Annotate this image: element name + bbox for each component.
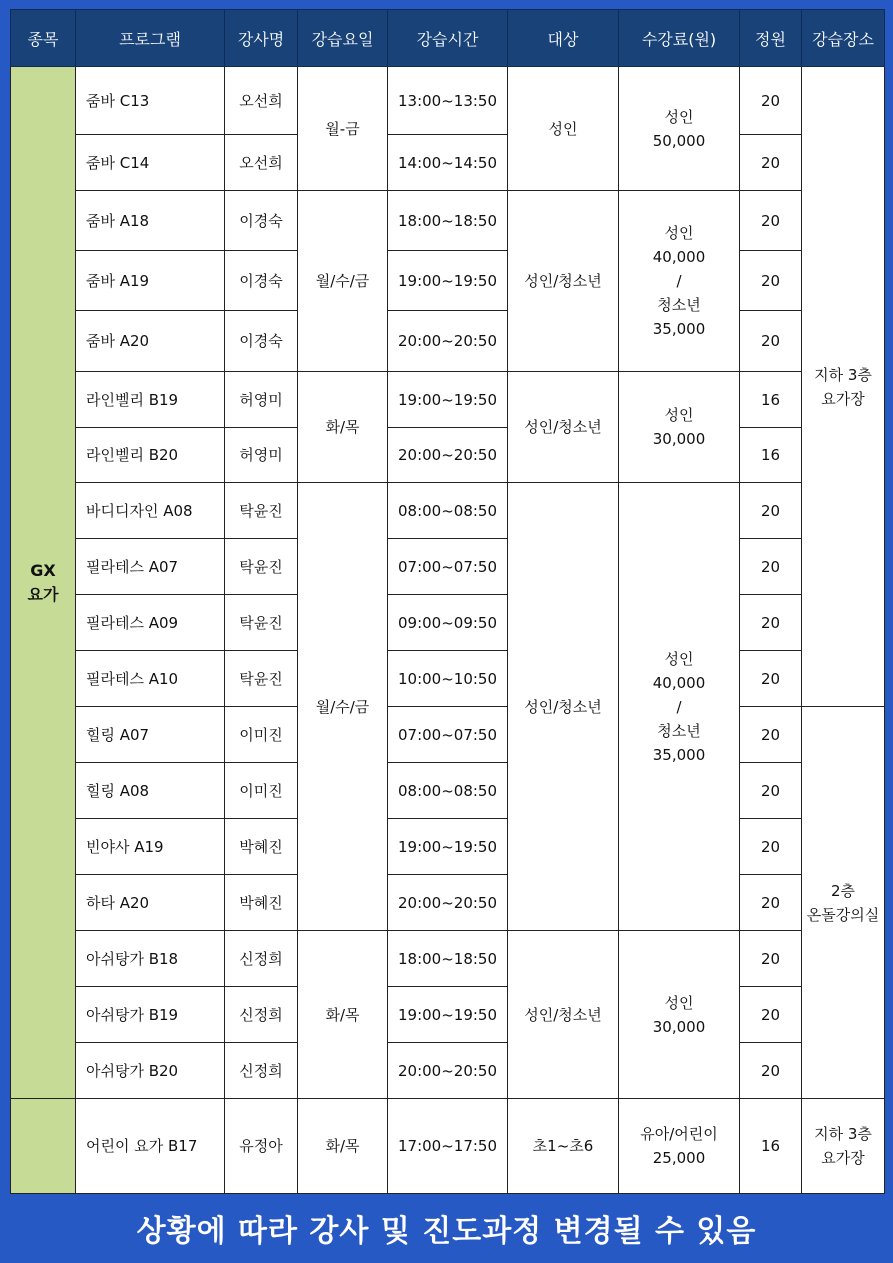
location-line: 지하 3층	[814, 365, 872, 384]
time-cell: 09:00~09:50	[388, 595, 508, 651]
fee-line: 40,000	[652, 673, 706, 692]
fee-cell	[619, 191, 740, 372]
table-row	[11, 191, 885, 251]
time-cell: 07:00~07:50	[388, 539, 508, 595]
instructor-cell: 탁윤진	[225, 595, 298, 651]
table-row	[11, 987, 885, 1043]
days-cell: 월/수/금	[298, 483, 388, 931]
fee-line: 25,000	[652, 1149, 706, 1167]
table-row	[11, 1099, 885, 1194]
capacity-cell: 20	[740, 539, 802, 595]
fee-line: 청소년	[657, 296, 701, 314]
capacity-cell: 20	[740, 483, 802, 539]
instructor-cell: 유정아	[225, 1099, 298, 1194]
table-row	[11, 819, 885, 875]
capacity-cell: 16	[740, 428, 802, 483]
capacity-cell: 20	[740, 251, 802, 311]
instructor-cell: 탁윤진	[225, 483, 298, 539]
table-row	[11, 67, 885, 135]
instructor-cell: 박혜진	[225, 875, 298, 931]
fee-line: 유아/어린이	[640, 1125, 718, 1143]
instructor-cell: 이미진	[225, 707, 298, 763]
header-capacity: 정원	[740, 10, 802, 67]
time-cell: 14:00~14:50	[388, 135, 508, 191]
fee-line: 성인	[664, 993, 694, 1012]
capacity-cell: 16	[740, 372, 802, 428]
schedule-sheet	[10, 9, 884, 1193]
capacity-cell: 20	[740, 135, 802, 191]
class-schedule-table	[10, 9, 885, 1194]
table-row	[11, 483, 885, 539]
capacity-cell: 20	[740, 875, 802, 931]
program-cell: 바디디자인 A08	[76, 483, 225, 539]
fee-line: 50,000	[652, 131, 706, 150]
instructor-cell: 허영미	[225, 372, 298, 428]
location-cell	[802, 1099, 885, 1194]
capacity-cell: 20	[740, 651, 802, 707]
program-cell: 어린이 요가 B17	[76, 1099, 225, 1194]
fee-line: 35,000	[652, 320, 706, 338]
program-cell: 아쉬탕가 B18	[76, 931, 225, 987]
location-line: 요가장	[821, 1149, 865, 1167]
time-cell: 08:00~08:50	[388, 483, 508, 539]
target-cell: 성인/청소년	[508, 372, 619, 483]
table-row	[11, 1043, 885, 1099]
header-location: 강습장소	[802, 10, 885, 67]
instructor-cell: 신정희	[225, 987, 298, 1043]
fee-line: /	[676, 272, 682, 290]
time-cell: 17:00~17:50	[388, 1099, 508, 1194]
location-line: 온돌강의실	[806, 905, 880, 924]
capacity-cell: 20	[740, 67, 802, 135]
days-cell: 월-금	[298, 67, 388, 191]
header-instructor: 강사명	[225, 10, 298, 67]
header-days: 강습요일	[298, 10, 388, 67]
program-cell: 줌바 A20	[76, 311, 225, 372]
instructor-cell: 오선희	[225, 135, 298, 191]
table-row	[11, 428, 885, 483]
time-cell: 18:00~18:50	[388, 191, 508, 251]
table-row	[11, 651, 885, 707]
location-cell	[802, 67, 885, 707]
time-cell: 10:00~10:50	[388, 651, 508, 707]
fee-line: /	[676, 697, 682, 716]
capacity-cell: 20	[740, 819, 802, 875]
category-cell-empty	[11, 1099, 76, 1194]
capacity-cell: 20	[740, 1043, 802, 1099]
instructor-cell: 신정희	[225, 1043, 298, 1099]
header-category: 종목	[11, 10, 76, 67]
table-row	[11, 372, 885, 428]
program-cell: 줌바 A19	[76, 251, 225, 311]
instructor-cell: 이경숙	[225, 191, 298, 251]
capacity-cell: 16	[740, 1099, 802, 1194]
time-cell: 19:00~19:50	[388, 251, 508, 311]
fee-cell	[619, 372, 740, 483]
category-cell	[11, 67, 76, 1099]
program-cell: 라인벨리 B19	[76, 372, 225, 428]
program-cell: 라인벨리 B20	[76, 428, 225, 483]
target-cell: 성인/청소년	[508, 483, 619, 931]
fee-cell	[619, 1099, 740, 1194]
table-row	[11, 251, 885, 311]
location-line: 2층	[830, 881, 856, 900]
capacity-cell: 20	[740, 987, 802, 1043]
program-cell: 필라테스 A09	[76, 595, 225, 651]
time-cell: 20:00~20:50	[388, 875, 508, 931]
time-cell: 19:00~19:50	[388, 987, 508, 1043]
program-cell: 빈야사 A19	[76, 819, 225, 875]
days-cell: 화/목	[298, 372, 388, 483]
capacity-cell: 20	[740, 707, 802, 763]
time-cell: 20:00~20:50	[388, 1043, 508, 1099]
header-time: 강습시간	[388, 10, 508, 67]
fee-line: 30,000	[652, 430, 706, 448]
location-line: 요가장	[821, 389, 865, 408]
table-row	[11, 595, 885, 651]
instructor-cell: 탁윤진	[225, 539, 298, 595]
fee-line: 35,000	[652, 745, 706, 764]
capacity-cell: 20	[740, 191, 802, 251]
instructor-cell: 신정희	[225, 931, 298, 987]
instructor-cell: 이미진	[225, 763, 298, 819]
target-cell: 초1~초6	[508, 1099, 619, 1194]
capacity-cell: 20	[740, 595, 802, 651]
fee-line: 30,000	[652, 1017, 706, 1036]
header-row	[11, 10, 885, 67]
target-cell: 성인	[508, 67, 619, 191]
program-cell: 필라테스 A10	[76, 651, 225, 707]
table-row	[11, 539, 885, 595]
target-cell: 성인/청소년	[508, 191, 619, 372]
program-cell: 아쉬탕가 B20	[76, 1043, 225, 1099]
fee-line: 성인	[664, 649, 694, 668]
program-cell: 힐링 A07	[76, 707, 225, 763]
time-cell: 20:00~20:50	[388, 428, 508, 483]
instructor-cell: 박혜진	[225, 819, 298, 875]
time-cell: 13:00~13:50	[388, 67, 508, 135]
location-cell	[802, 707, 885, 1099]
program-cell: 줌바 A18	[76, 191, 225, 251]
time-cell: 07:00~07:50	[388, 707, 508, 763]
program-cell: 아쉬탕가 B19	[76, 987, 225, 1043]
table-row	[11, 707, 885, 763]
program-cell: 하타 A20	[76, 875, 225, 931]
header-target: 대상	[508, 10, 619, 67]
category-line: 요가	[27, 584, 59, 604]
table-row	[11, 931, 885, 987]
capacity-cell: 20	[740, 311, 802, 372]
days-cell: 화/목	[298, 931, 388, 1099]
header-program: 프로그램	[76, 10, 225, 67]
program-cell: 줌바 C13	[76, 67, 225, 135]
fee-cell	[619, 931, 740, 1099]
table-row	[11, 135, 885, 191]
fee-cell	[619, 67, 740, 191]
days-cell: 화/목	[298, 1099, 388, 1194]
location-line: 지하 3층	[814, 1125, 872, 1143]
time-cell: 20:00~20:50	[388, 311, 508, 372]
program-cell: 필라테스 A07	[76, 539, 225, 595]
table-row	[11, 311, 885, 372]
capacity-cell: 20	[740, 763, 802, 819]
program-cell: 줌바 C14	[76, 135, 225, 191]
fee-line: 청소년	[657, 721, 701, 740]
fee-line: 성인	[664, 107, 694, 126]
instructor-cell: 허영미	[225, 428, 298, 483]
table-row	[11, 875, 885, 931]
instructor-cell: 이경숙	[225, 311, 298, 372]
fee-line: 성인	[664, 406, 694, 424]
fee-line: 40,000	[652, 248, 706, 266]
program-cell: 힐링 A08	[76, 763, 225, 819]
capacity-cell: 20	[740, 931, 802, 987]
fee-line: 성인	[664, 224, 694, 242]
time-cell: 18:00~18:50	[388, 931, 508, 987]
instructor-cell: 이경숙	[225, 251, 298, 311]
footer-notice: 상황에 따라 강사 및 진도과정 변경될 수 있음	[136, 1214, 757, 1249]
time-cell: 19:00~19:50	[388, 372, 508, 428]
days-cell: 월/수/금	[298, 191, 388, 372]
table-row	[11, 763, 885, 819]
time-cell: 08:00~08:50	[388, 763, 508, 819]
instructor-cell: 탁윤진	[225, 651, 298, 707]
time-cell: 19:00~19:50	[388, 819, 508, 875]
fee-cell	[619, 483, 740, 931]
header-fee: 수강료(원)	[619, 10, 740, 67]
target-cell: 성인/청소년	[508, 931, 619, 1099]
instructor-cell: 오선희	[225, 67, 298, 135]
category-line: GX	[30, 560, 56, 580]
